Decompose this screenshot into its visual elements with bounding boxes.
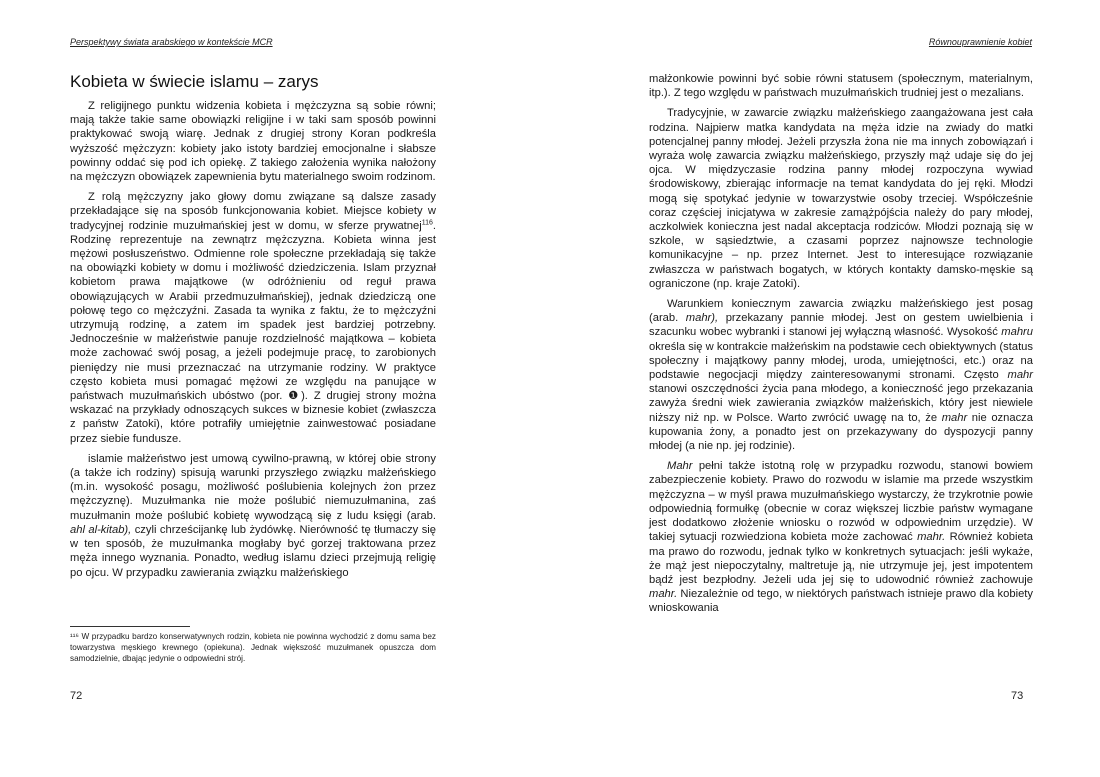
italic-term: mahr	[1007, 369, 1033, 382]
page-number-left: 72	[70, 690, 83, 702]
chapter-title: Kobieta w świecie islamu – zarys	[70, 72, 319, 91]
italic-term: ahl al-kitab),	[70, 523, 132, 536]
paragraph	[70, 99, 436, 184]
text-run: Z religijnego punktu widzenia kobieta i mężczyzna są sobie równi; mają także takie same obowiązki religijne i w taki sam sposób powinni praktykować swoją wiarę. Jednak z drugiej strony Koran podkreśla wyższość mężczyzn: kobiety jako istoty bardziej emocjonalne i słabsze powinny oddać się pod ich opiekę. Z takiego założenia wynika nałożony na mężczyzn obowiązek zapewnienia bytu materialnego swoim rodzinom.	[70, 100, 436, 184]
italic-term: mahru	[1001, 326, 1033, 339]
text-run: stanowi oszczędności życia pana młodego, a konieczność jego przekazania zawyża średni wiek zawierania związków małżeńskich, który jest niewiele niższy niż np. w Polsce. Warto zwrócić uwagę na to, że	[649, 383, 1033, 424]
text-run: islamie małżeństwo jest umową cywilno-prawną, w której obie strony (a także ich rodziny) spisują warunki przyszłego związku małżeńskiego (m.in. wysokość posagu, możliwość poślubienia kolejnych żon przez mężczyznę). Muzułmanka nie może poślubić niemuzułmanina, zaś muzułmanin może poślubić kobietę wywodzącą się z ludu księgi (arab.	[70, 452, 436, 522]
footnote-marker: 116	[421, 218, 433, 226]
left-text-column	[70, 99, 436, 586]
text-run: Tradycyjnie, w zawarcie związku małżeńskiego zaangażowana jest cała rodzina. Najpierw matka kandydata na męża idzie na zwiady do matki potencjalnej panny młodej. Jeżeli przyszła żona nie ma innych zobowiązań i wyraża wolę zawarcia związku małżeńskiego, przyszły mąż udaje się do jej ojca. W międzyczasie rodzina panny młodej rozpoczyna wywiad środowiskowy, zbierając informacje na temat kandydata do jej ręki. Młodzi mogą się spotykać jedynie w towarzystwie osoby trzeciej. Współcześnie coraz częściej inicjatywa w zakresie zamążpójścia należy do pary młodej, aczkolwiek konieczna jest nadal akceptacja rodziców. Młodzi poznają się w szkole, w sąsiedztwie, a czasami poprzez najnowsze technologie komunikacyjne – np. przez Internet. Jest to interesujące rozwiązanie zwłaszcza w państwach bogatych, w których kontakty damsko-męskie są ograniczone (np. kraje Zatoki).	[649, 107, 1033, 290]
text-run: pełni także istotną rolę w przypadku rozwodu, stanowi bowiem zabezpieczenie kobiety. Prawo do rozwodu w islamie ma przede wszystkim mężczyzna – w myśl prawa muzułmańskiego wystarczy, że trzykrotnie powie odpowiednią formułkę (obecnie w coraz większej liczbie państw wymagane jest dodatkowo złożenie wniosku o rozwód w odpowiednim urzędzie). W takiej sytuacji rozwiedziona kobieta może zachować	[649, 460, 1033, 544]
italic-term: mahr.	[649, 588, 678, 601]
text-run: czyli chrześcijankę lub żydówkę. Nierówność tę tłumaczy się w ten sposób, że muzułmanka mogłaby być gorzej traktowana przez męża innego wyznania. Ponadto, według islamu dzieci przejmują religię po ojcu. W przypadku zawierania związku małżeńskiego	[70, 523, 437, 579]
paragraph	[649, 297, 1033, 453]
text-run: Z rolą mężczyzny jako głowy domu związane są dalsze zasady przekładające się na sposób funkcjonowania kobiet. Miejsce kobiety w tradycyjnej rodzinie muzułmańskiej jest w domu, w sferze prywatnej	[70, 191, 436, 232]
text-run: Niezależnie od tego, w niektórych państwach istnieje prawo dla kobiety wnioskowania	[649, 588, 1033, 615]
text-run: małżonkowie powinni być sobie równi statusem (społecznym, materialnym, itp.). Z tego względu w państwach muzułmańskich trudniej jest o mezalians.	[649, 73, 1033, 100]
paragraph	[70, 452, 436, 580]
paragraph	[649, 72, 1033, 100]
running-head-left: Perspektywy świata arabskiego w kontekście MCR	[70, 37, 273, 47]
text-run: nie oznacza kupowania żony, a ponadto jest on przekazywany do dyspozycji panny młodej (a nie np. jej rodzinie).	[649, 411, 1033, 453]
text-run: Również kobieta ma prawo do rozwodu, jednak tylko w konkretnych sytuacjach: jeśli wykaże, że mąż jest niepoczytalny, maltretuje ją, nie utrzymuje jej, jest impotentem bądź jest bezpłodny. Jeżeli uda jej się to udowodnić również zachowuje	[649, 531, 1033, 586]
paragraph	[649, 106, 1033, 291]
italic-term: mahr	[941, 411, 968, 424]
right-text-column	[649, 72, 1033, 622]
paragraph	[649, 459, 1033, 615]
text-run: Warunkiem koniecznym zawarcia związku małżeńskiego jest posag (arab.	[649, 298, 1033, 325]
page-number-right: 73	[1011, 690, 1024, 702]
italic-term: Mahr	[667, 460, 693, 473]
text-run: . Rodzinę reprezentuje na zewnątrz mężczyzna. Kobieta winna jest mężowi posłuszeństwo. Odmienne role społeczne przekładają się także na obowiązki kobiety w domu i możliwość dziedziczenia. Islam przyznał kobietom prawa majątkowe (w odróżnieniu od reguł prawa obowiązujących w Arabii przedmuzułmańskiej), jednak dziedziczą one połowę tego co mężczyźni. Zasada ta wynika z faktu, że to mężczyźni utrzymują rodzinę, a zatem im spadek jest bardziej potrzebny. Jednocześnie w małżeństwie panuje rozdzielność majątkowa – kobieta może zachować swój posag, a jeżeli podejmuje pracę, to zarobionych pieniędzy nie musi przeznaczać na utrzymanie rodziny. W praktyce często kobieta musi pomagać mężowi ze względu na panujące w państwach muzułmańskich ubóstwo (por. ❶). Z drugiej strony można wskazać na przykłady odnoszących sukces w biznesie kobiet (zwłaszcza z państw Zatoki), które potrafiły umiejętnie zainwestować posiadane przez siebie fundusze.	[70, 219, 436, 445]
footnote: ¹¹⁶ W przypadku bardzo konserwatywnych rodzin, kobieta nie powinna wychodzić z domu sama bez towarzystwa męskiego krewnego (opiekuna). Jednak większość muzułmanek opuszcza dom samodzielnie, dbając jedynie o odpowiedni strój.	[70, 632, 436, 663]
text-run: określa się w kontrakcie małżeńskim na podstawie cech obiektywnych (status społeczny i majątkowy panny młodej, uroda, umiejętności, etc.) oraz na podstawie negocjacji między zainteresowanymi stronami. Często	[649, 340, 1033, 382]
italic-term: mahr),	[685, 312, 719, 325]
footnote-divider	[70, 626, 190, 627]
paragraph	[70, 190, 436, 446]
running-head-right: Równouprawnienie kobiet	[928, 37, 1032, 47]
italic-term: mahr.	[917, 531, 946, 544]
right-page	[550, 0, 1100, 777]
text-run: przekazany pannie młodej. Jest on gestem uwielbienia i szacunku wobec wybranki i stanowi jej wyłączną własność. Wysokość	[649, 312, 1033, 339]
